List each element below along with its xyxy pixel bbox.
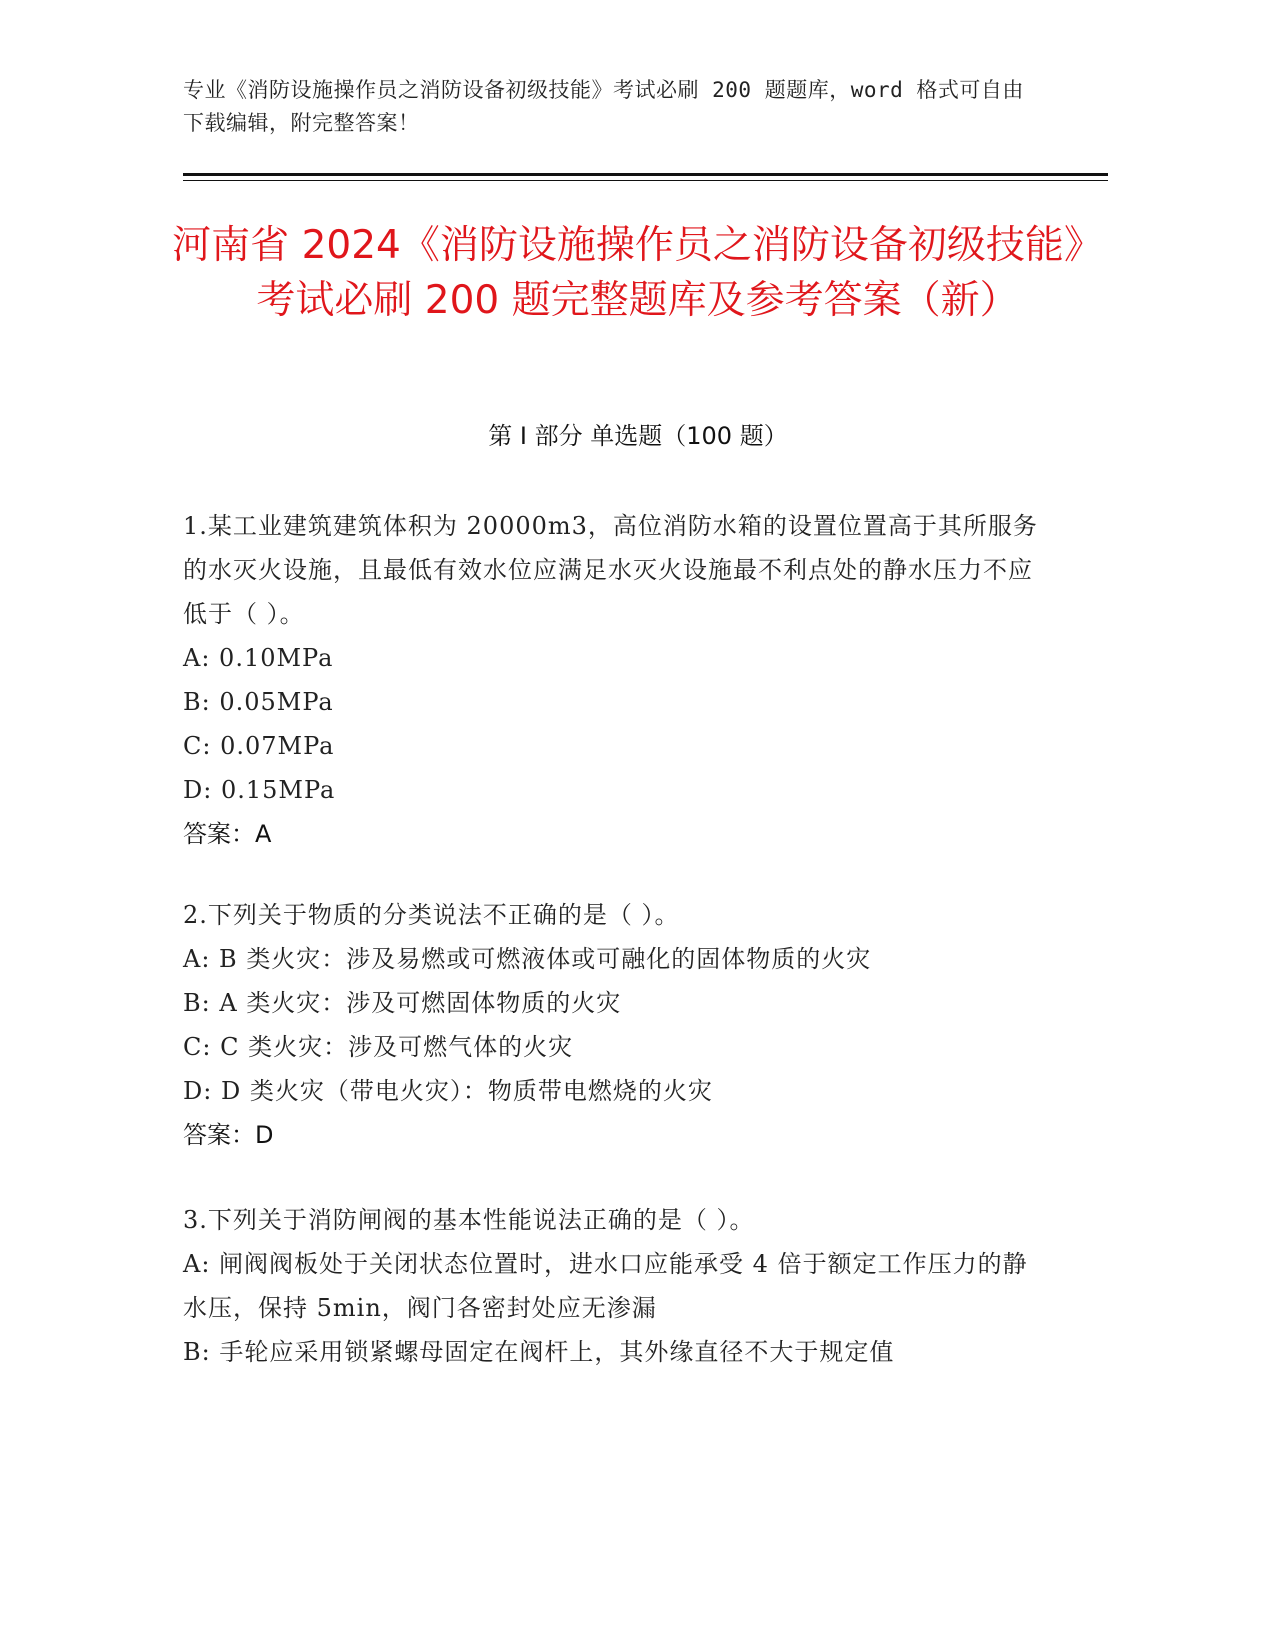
option-d: D: 0.15MPa [183,776,336,804]
answer-label: 答案：A [183,820,272,848]
answer-label: 答案：D [183,1121,274,1149]
header-rule-thin [183,180,1108,181]
option-c: C: C 类火灾：涉及可燃气体的火灾 [183,1033,574,1061]
question-stem: 1.某工业建筑建筑体积为 20000m3，高位消防水箱的设置位置高于其所服务的水灭火设施，且最低有效水位应满足水灭火设施最不利点处的静水压力不应低于（ ）。 [183,512,1038,628]
question-stem: 3.下列关于消防闸阀的基本性能说法正确的是（ ）。 [183,1206,755,1234]
question-3 [183,1198,1043,1374]
option-b: B: 0.05MPa [183,688,334,716]
option-c: C: 0.07MPa [183,732,335,760]
header-rule-thick [183,173,1108,176]
document-title: 河南省 2024《消防设施操作员之消防设备初级技能》考试必刷 200 题完整题库及参考答案（新） [172,223,1103,323]
header-note: 专业《消防设施操作员之消防设备初级技能》考试必刷 200 题题库，word 格式可自由下载编辑，附完整答案！ [183,78,1024,135]
option-a: A: 0.10MPa [183,644,334,672]
question-stem: 2.下列关于物质的分类说法不正确的是（ ）。 [183,901,680,929]
option-b: B: 手轮应采用锁紧螺母固定在阀杆上，其外缘直径不大于规定值 [183,1338,895,1366]
question-2 [183,893,1043,1157]
option-a: A: B 类火灾：涉及易燃或可燃液体或可融化的固体物质的火灾 [183,945,872,973]
option-a: A: 闸阀阀板处于关闭状态位置时，进水口应能承受 4 倍于额定工作压力的静水压，保持 5min，阀门各密封处应无渗漏 [183,1250,1028,1322]
option-d: D: D 类火灾（带电火灾）：物质带电燃烧的火灾 [183,1077,713,1105]
section-title: 第 I 部分 单选题（100 题） [488,422,788,450]
option-b: B: A 类火灾：涉及可燃固体物质的火灾 [183,989,622,1017]
question-1 [183,504,1043,856]
